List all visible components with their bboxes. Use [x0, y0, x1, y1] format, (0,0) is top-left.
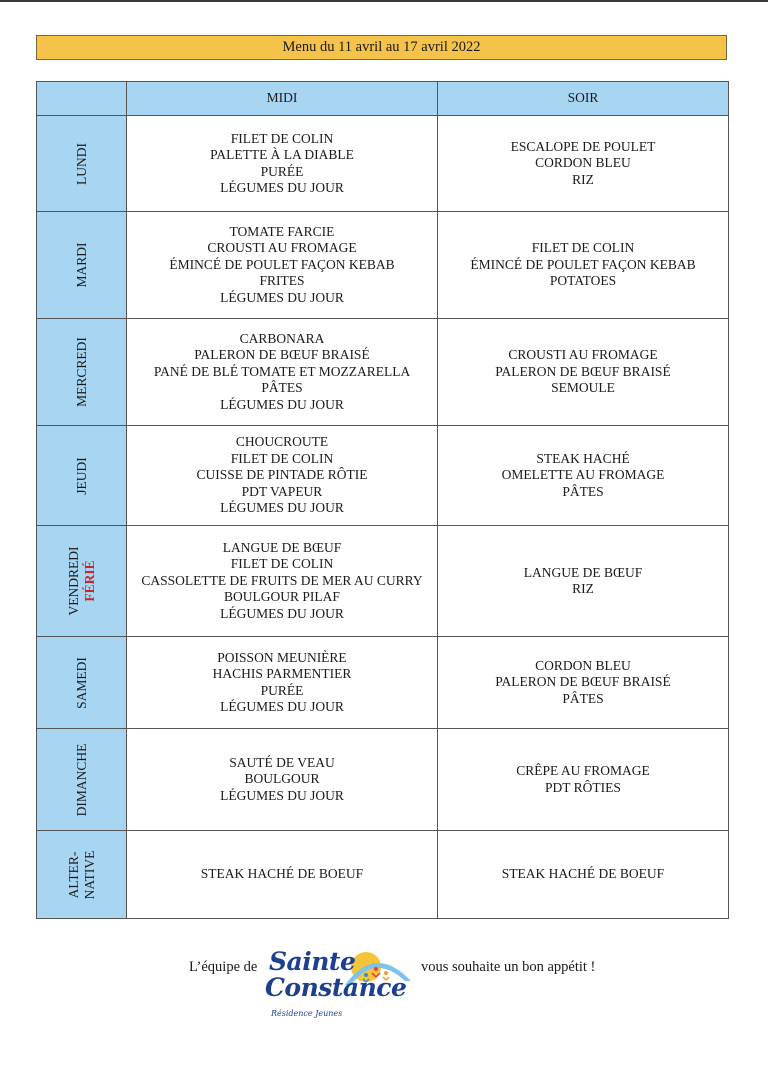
- dish: OMELETTE AU FROMAGE: [501, 467, 665, 483]
- midi-cell: [127, 426, 438, 526]
- dish: LÉGUMES DU JOUR: [220, 787, 344, 803]
- dish: CASSOLETTE DE FRUITS DE MER AU CURRY: [141, 572, 423, 588]
- dish: CORDON BLEU: [535, 155, 631, 171]
- footer-right-text: vous souhaite un bon appétit !: [421, 959, 596, 975]
- soir-cell: [438, 426, 729, 526]
- table-row: [37, 831, 729, 919]
- midi-cell: [127, 319, 438, 426]
- midi-cell: [127, 729, 438, 831]
- dish: RIZ: [572, 171, 594, 187]
- soir-cell: [438, 116, 729, 212]
- dish: ÉMINCÉ DE POULET FAÇON KEBAB: [470, 256, 696, 272]
- dish: LÉGUMES DU JOUR: [220, 289, 344, 305]
- day-label: LUNDI: [73, 142, 89, 185]
- dish: PURÉE: [260, 682, 304, 698]
- dish: BOULGOUR: [244, 771, 320, 787]
- ferie-badge: FÉRIÉ: [81, 560, 97, 602]
- midi-cell: [127, 831, 438, 919]
- dish: STEAK HACHÉ DE BOEUF: [501, 866, 665, 882]
- day-cell-lundi: [37, 116, 127, 212]
- soir-cell: [438, 637, 729, 729]
- dish: SAUTÉ DE VEAU: [229, 754, 335, 770]
- day-label: MERCREDI: [73, 337, 89, 407]
- day-label: VENDREDI: [65, 546, 81, 616]
- day-cell-mercredi: [37, 319, 127, 426]
- day-cell-alternative: [37, 831, 127, 919]
- header-midi: MIDI: [127, 82, 438, 116]
- day-cell-mardi: [37, 212, 127, 319]
- dish: LÉGUMES DU JOUR: [220, 699, 344, 714]
- menu-title-bar: [36, 35, 727, 60]
- header-corner: [37, 82, 127, 116]
- day-label-group: [66, 547, 98, 616]
- dish: PDT VAPEUR: [241, 483, 323, 499]
- dish: LANGUE DE BŒUF: [222, 539, 342, 555]
- day-label: NATIVE: [81, 850, 97, 899]
- dish: FILET DE COLIN: [230, 450, 334, 466]
- table-row: [37, 319, 729, 426]
- dish: LÉGUMES DU JOUR: [220, 180, 344, 195]
- dish: PDT RÔTIES: [545, 779, 621, 795]
- soir-cell: [438, 526, 729, 637]
- day-cell-vendredi: [37, 526, 127, 637]
- soir-cell: [438, 729, 729, 831]
- table-row: [37, 212, 729, 319]
- dish: ESCALOPE DE POULET: [510, 138, 656, 154]
- soir-cell: [438, 212, 729, 319]
- dish: CUISSE DE PINTADE RÔTIE: [196, 467, 368, 483]
- dish: FILET DE COLIN: [230, 556, 334, 572]
- logo-line-2: Constance: [265, 973, 407, 1002]
- dish: CHOUCROUTE: [235, 434, 329, 450]
- dish: LANGUE DE BŒUF: [523, 564, 643, 580]
- dish: PANÉ DE BLÉ TOMATE ET MOZZARELLA: [153, 363, 411, 379]
- dish: TOMATE FARCIE: [229, 223, 335, 239]
- dish: BOULGOUR PILAF: [224, 589, 340, 605]
- top-edge-line: [0, 0, 768, 2]
- dish: CARBONARA: [239, 330, 325, 346]
- dish: LÉGUMES DU JOUR: [220, 605, 344, 621]
- dish: PALERON DE BŒUF BRAISÉ: [495, 363, 671, 379]
- header-soir: SOIR: [438, 82, 729, 116]
- day-label: ALTER-: [65, 851, 81, 898]
- day-label: JEUDI: [73, 456, 89, 495]
- dish: CRÊPE AU FROMAGE: [516, 763, 650, 778]
- dish: FILET DE COLIN: [531, 240, 635, 256]
- table-row: [37, 526, 729, 637]
- footer: [0, 945, 768, 1025]
- day-cell-samedi: [37, 637, 127, 729]
- dish: POISSON MEUNIÈRE: [217, 649, 347, 665]
- day-cell-jeudi: [37, 426, 127, 526]
- sainte-constance-logo: [263, 945, 418, 1025]
- dish: STEAK HACHÉ: [536, 450, 630, 466]
- header-row: [37, 82, 729, 116]
- soir-cell: [438, 831, 729, 919]
- dish: FRITES: [259, 273, 305, 289]
- midi-cell: [127, 637, 438, 729]
- menu-title: Menu du 11 avril au 17 avril 2022: [282, 39, 481, 55]
- dish: ÉMINCÉ DE POULET FAÇON KEBAB: [169, 256, 395, 272]
- midi-cell: [127, 116, 438, 212]
- dish: FILET DE COLIN: [230, 130, 334, 146]
- dish: LÉGUMES DU JOUR: [220, 396, 344, 412]
- footer-left-text: L’équipe de: [189, 959, 258, 975]
- dish: STEAK HACHÉ DE BOEUF: [200, 866, 364, 882]
- dish: LÉGUMES DU JOUR: [220, 500, 344, 516]
- day-label-group: [66, 850, 98, 899]
- dish: RIZ: [572, 581, 594, 596]
- dish: SEMOULE: [551, 380, 615, 396]
- table-row: [37, 729, 729, 831]
- midi-cell: [127, 526, 438, 637]
- day-label: DIMANCHE: [73, 743, 89, 816]
- menu-table: [36, 81, 729, 919]
- dish: PÂTES: [261, 380, 303, 396]
- midi-cell: [127, 212, 438, 319]
- dish: HACHIS PARMENTIER: [212, 666, 352, 681]
- soir-cell: [438, 319, 729, 426]
- dish: PÂTES: [562, 690, 604, 706]
- dish: CROUSTI AU FROMAGE: [207, 240, 357, 256]
- day-label: MARDI: [73, 242, 89, 288]
- dish: CROUSTI AU FROMAGE: [508, 347, 658, 363]
- table-row: [37, 637, 729, 729]
- logo-subtitle: Résidence Jeunes: [271, 1009, 343, 1018]
- dish: PALETTE À LA DIABLE: [210, 147, 354, 162]
- day-cell-dimanche: [37, 729, 127, 831]
- dish: PALERON DE BŒUF BRAISÉ: [194, 347, 370, 363]
- table-row: [37, 426, 729, 526]
- logo-line-1: Sainte: [269, 947, 356, 976]
- table-row: [37, 116, 729, 212]
- day-label: SAMEDI: [73, 656, 89, 709]
- dish: PALERON DE BŒUF BRAISÉ: [495, 674, 671, 690]
- dish: POTATOES: [549, 273, 617, 289]
- dish: PÂTES: [562, 483, 604, 499]
- dish: CORDON BLEU: [535, 657, 631, 673]
- dish: PURÉE: [260, 163, 304, 179]
